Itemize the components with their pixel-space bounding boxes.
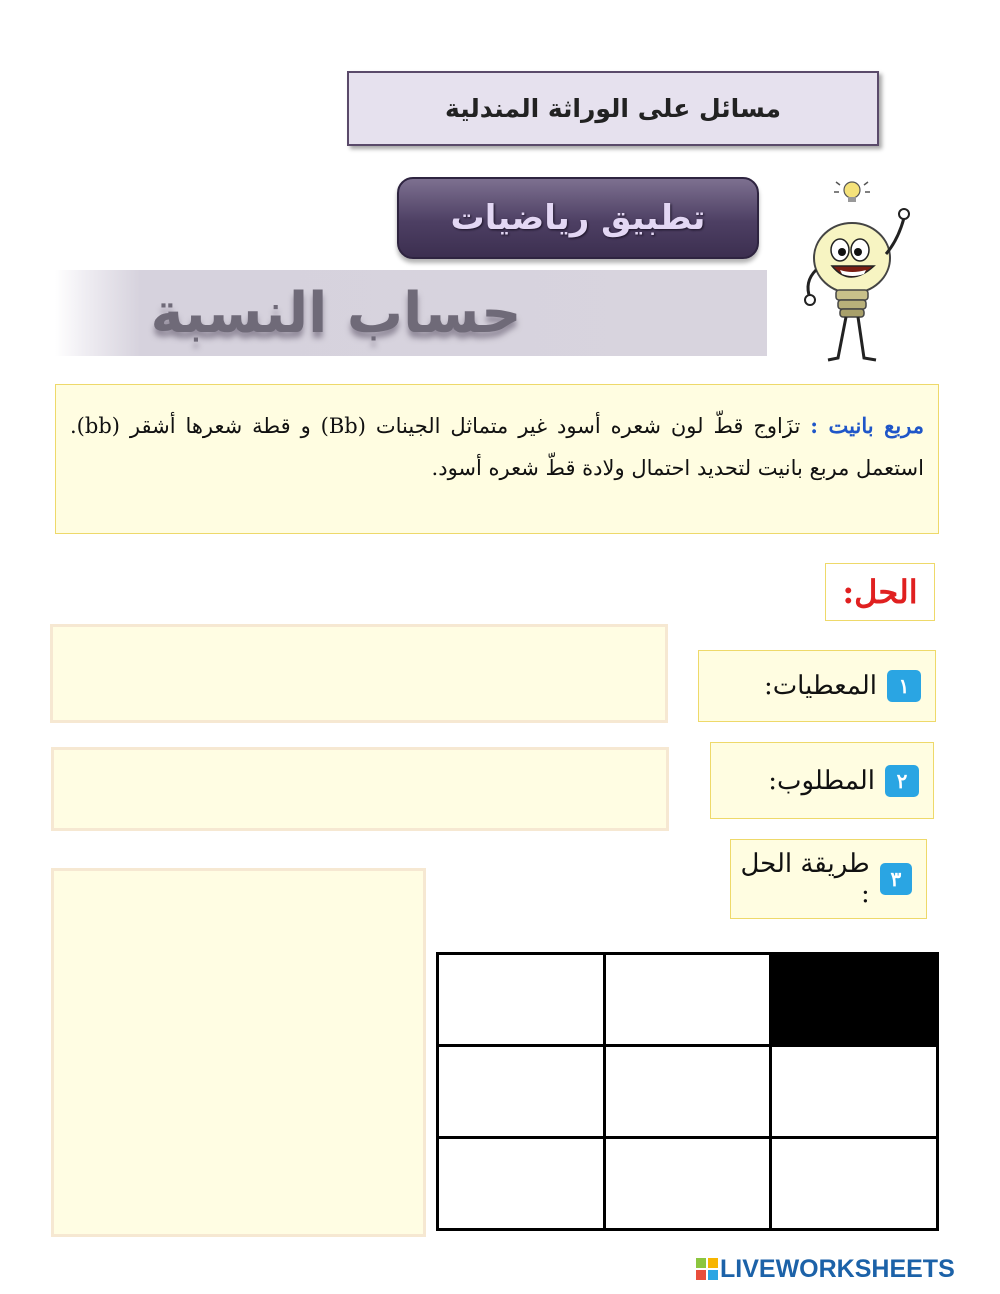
step-givens [698,650,936,722]
step-number-badge: ٢ [885,765,919,797]
solution-heading: الحل: [825,563,935,621]
punnett-cell[interactable] [604,1046,771,1138]
punnett-square [436,952,939,1231]
punnett-cell[interactable] [604,1138,771,1230]
punnett-cell[interactable] [438,1046,605,1138]
step-label: المعطيات: [763,671,877,701]
liveworksheets-brand[interactable] [696,1254,955,1284]
worksheet-title: مسائل على الوراثة المندلية [347,71,879,146]
idea-bulb-icon [834,182,870,202]
problem-statement [55,384,939,534]
step-label: المطلوب: [768,765,875,796]
step-label: طريقة الحل : [740,849,870,909]
step-method [730,839,927,919]
givens-answer-field[interactable] [50,624,668,723]
problem-text: تزَاوج قطّ لون شعره أسود غير متماثل الجينات (Bb) و قطة شعرها أشقر (bb). استعمل مربع بانيت لتحديد احتمال ولادة قطّ شعره أسود. [70,414,924,480]
punnett-row [438,954,938,1046]
punnett-corner-cell [771,954,938,1046]
punnett-cell[interactable] [771,1138,938,1230]
punnett-cell[interactable] [604,954,771,1046]
section-banner [55,270,767,356]
lightbulb-mascot-icon [790,170,930,370]
punnett-row [438,1138,938,1230]
punnett-row [438,1046,938,1138]
step-number-badge: ٣ [880,863,912,895]
subtitle-pill: تطبيق رياضيات [397,177,759,259]
punnett-cell[interactable] [438,1138,605,1230]
method-answer-field[interactable] [51,868,426,1237]
step-number-badge: ١ [887,670,921,702]
liveworksheets-logo-icon [696,1258,718,1280]
punnett-cell[interactable] [771,1046,938,1138]
brand-text: LIVEWORKSHEETS [720,1254,955,1283]
punnett-cell[interactable] [438,954,605,1046]
required-answer-field[interactable] [51,747,669,831]
step-required [710,742,934,819]
problem-lead: مربع بانيت : [810,413,925,438]
banner-text: حساب النسبة [150,280,522,346]
